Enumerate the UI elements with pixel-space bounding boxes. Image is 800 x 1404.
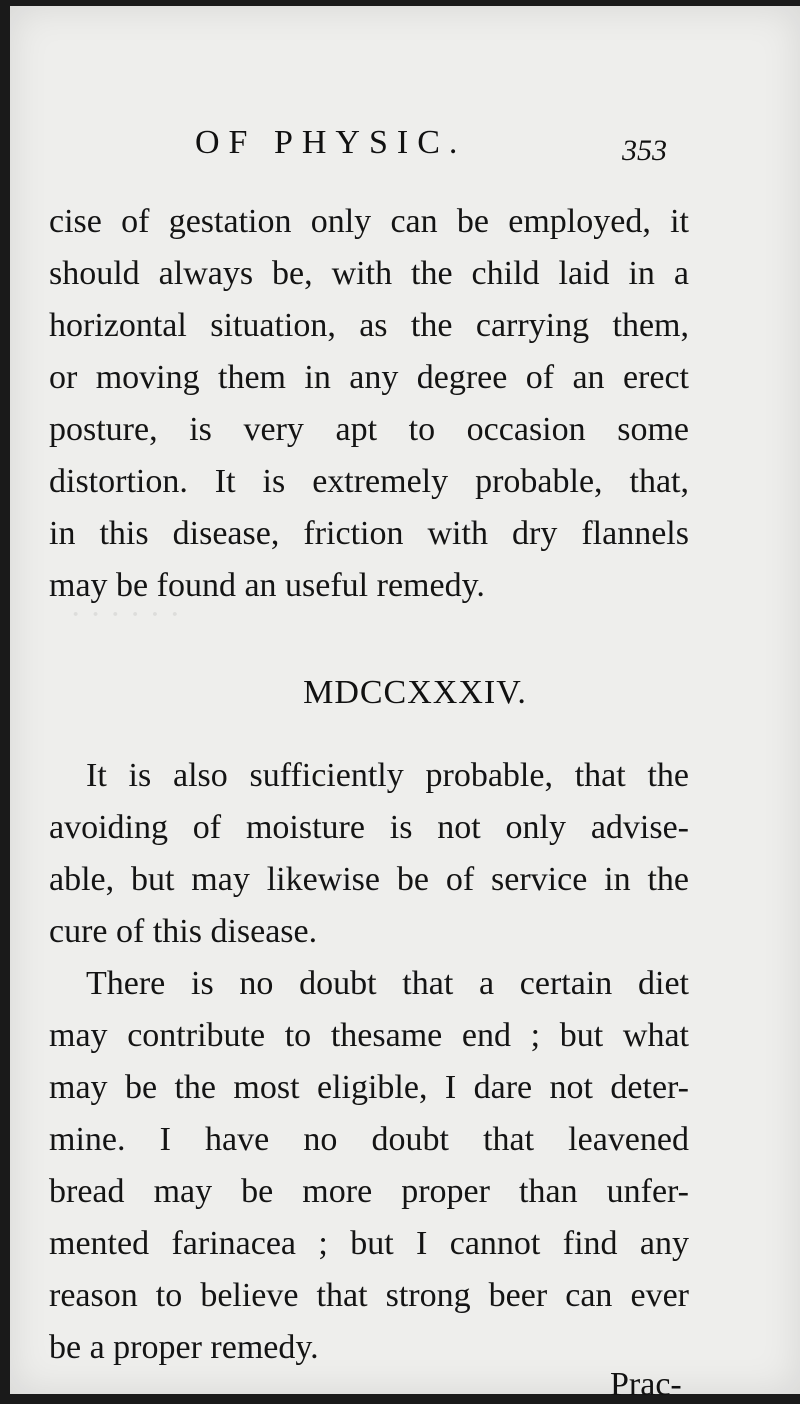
section-heading: MDCCXXXIV.	[303, 674, 527, 711]
text-line: mine. I have no doubt that leavened	[49, 1121, 689, 1158]
text-line: may contribute to thesame end ; but what	[49, 1017, 689, 1054]
text-line: posture, is very apt to occasion some	[49, 411, 689, 448]
text-line: be a proper remedy.	[49, 1329, 319, 1366]
text-line: cise of gestation only can be employed, it	[49, 203, 689, 240]
text-line: avoiding of moisture is not only advise-	[49, 809, 689, 846]
text-line: cure of this disease.	[49, 913, 318, 950]
book-page	[10, 6, 800, 1403]
text-line: in this disease, friction with dry flannels	[49, 515, 689, 552]
text-line: reason to believe that strong beer can ever	[49, 1277, 689, 1314]
text-line: should always be, with the child laid in a	[49, 255, 689, 292]
text-line: There is no doubt that a certain diet	[86, 965, 689, 1002]
text-line: able, but may likewise be of service in the	[49, 861, 689, 898]
running-head-title: OF PHYSIC.	[195, 124, 467, 161]
text-line: may be found an useful remedy.	[49, 567, 485, 604]
text-line: may be the most eligible, I dare not deter-	[49, 1069, 689, 1106]
running-head	[10, 124, 800, 167]
text-line: or moving them in any degree of an erect	[49, 359, 689, 396]
show-through-text: · · · · · ·	[70, 596, 181, 633]
page-number: 353	[622, 134, 667, 167]
text-line: horizontal situation, as the carrying them,	[49, 307, 689, 344]
text-line: bread may be more proper than unfer-	[49, 1173, 689, 1210]
text-line: It is also sufficiently probable, that the	[86, 757, 689, 794]
text-line: mented farinacea ; but I cannot find any	[49, 1225, 689, 1262]
catchword: Prac-	[610, 1366, 682, 1403]
text-line: distortion. It is extremely probable, that,	[49, 463, 689, 500]
